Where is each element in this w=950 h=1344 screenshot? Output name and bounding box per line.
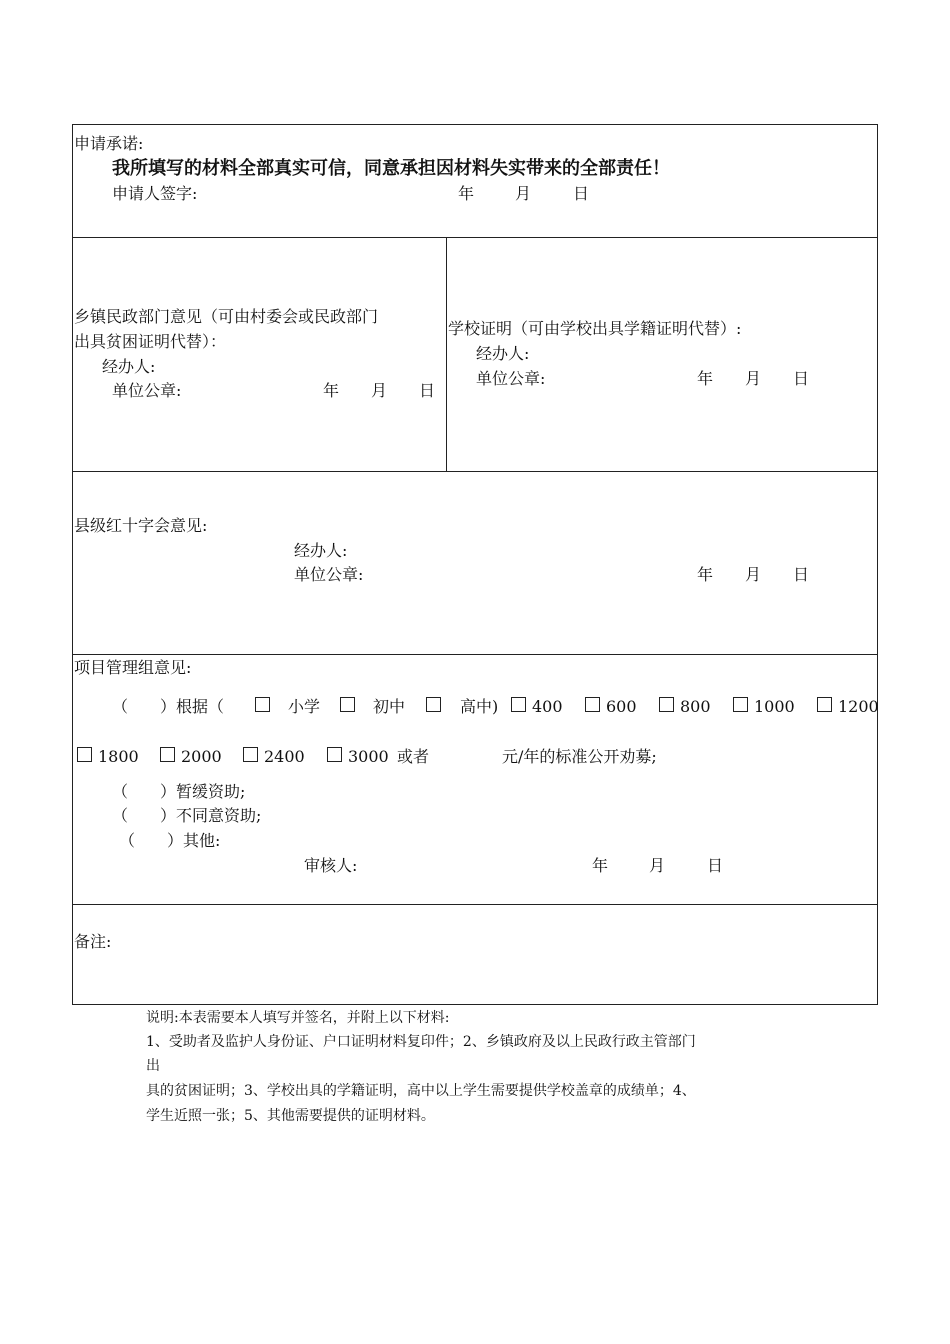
amount-1800: 1800 — [98, 747, 139, 766]
reviewer-label: 审核人: — [304, 856, 358, 875]
promise-statement: 我所填写的材料全部真实可信，同意承担因材料失实带来的全部责任！ — [112, 158, 670, 179]
checkbox-primary[interactable] — [255, 697, 270, 712]
school-handler: 经办人: — [476, 344, 530, 363]
level-senior: 高中) — [460, 697, 499, 716]
or-text: 或者 — [397, 747, 430, 766]
project-month: 月 — [649, 856, 666, 875]
school-year: 年 — [697, 369, 714, 388]
basis-paren: （ ）根据（ — [112, 697, 225, 716]
school-day: 日 — [793, 369, 810, 388]
county-month: 月 — [745, 565, 762, 584]
column-divider — [446, 237, 447, 471]
promise-day: 日 — [573, 184, 590, 203]
promise-label: 申请承诺: — [74, 134, 144, 153]
county-seal: 单位公章: — [294, 565, 364, 584]
note-line-3: 出 — [146, 1058, 160, 1074]
level-primary: 小学 — [288, 697, 321, 716]
township-title-line2: 出具贫困证明代替）： — [74, 332, 227, 351]
row-divider-4 — [73, 904, 877, 905]
checkbox-1000[interactable] — [733, 697, 748, 712]
school-seal: 单位公章: — [476, 369, 546, 388]
amount-1000: 1000 — [754, 697, 795, 716]
checkbox-junior[interactable] — [340, 697, 355, 712]
row-divider-1 — [73, 237, 877, 238]
promise-year: 年 — [458, 184, 475, 203]
checkbox-1200[interactable] — [817, 697, 832, 712]
county-day: 日 — [793, 565, 810, 584]
township-seal: 单位公章: — [112, 381, 182, 400]
checkbox-2000[interactable] — [160, 747, 175, 762]
note-line-1: 说明:本表需要本人填写并签名，并附上以下材料: — [146, 1010, 450, 1026]
project-year: 年 — [592, 856, 609, 875]
checkbox-600[interactable] — [585, 697, 600, 712]
checkbox-400[interactable] — [511, 697, 526, 712]
remarks-label: 备注: — [74, 932, 112, 951]
amount-600: 600 — [606, 697, 637, 716]
amount-2400: 2400 — [264, 747, 305, 766]
checkbox-2400[interactable] — [243, 747, 258, 762]
row-divider-2 — [73, 471, 877, 472]
signature-label: 申请人签字: — [112, 184, 198, 203]
checkbox-senior[interactable] — [426, 697, 441, 712]
amount-2000: 2000 — [181, 747, 222, 766]
checkbox-1800[interactable] — [77, 747, 92, 762]
disagree-option: （ ）不同意资助; — [112, 806, 262, 825]
county-year: 年 — [697, 565, 714, 584]
amount-1200: 1200 — [838, 697, 879, 716]
township-day: 日 — [419, 381, 436, 400]
checkbox-3000[interactable] — [327, 747, 342, 762]
standard-text: 元/年的标准公开劝募; — [502, 747, 657, 766]
amount-3000: 3000 — [348, 747, 389, 766]
note-line-4: 具的贫困证明；3、学校出具的学籍证明，高中以上学生需要提供学校盖章的成绩单；4、 — [146, 1083, 696, 1099]
checkbox-800[interactable] — [659, 697, 674, 712]
note-line-2: 1、受助者及监护人身份证、户口证明材料复印件；2、乡镇政府及以上民政行政主管部门 — [146, 1034, 696, 1050]
amount-800: 800 — [680, 697, 711, 716]
amount-400: 400 — [532, 697, 563, 716]
township-year: 年 — [323, 381, 340, 400]
township-handler: 经办人: — [102, 357, 156, 376]
township-month: 月 — [371, 381, 388, 400]
county-title: 县级红十字会意见: — [74, 516, 208, 535]
other-option: （ ）其他: — [119, 831, 221, 850]
defer-option: （ ）暂缓资助; — [112, 782, 246, 801]
school-title: 学校证明（可由学校出具学籍证明代替）: — [448, 319, 742, 338]
level-junior: 初中 — [373, 697, 406, 716]
project-day: 日 — [707, 856, 724, 875]
promise-month: 月 — [515, 184, 532, 203]
county-handler: 经办人: — [294, 541, 348, 560]
note-line-5: 学生近照一张；5、其他需要提供的证明材料。 — [146, 1108, 435, 1124]
row-divider-3 — [73, 654, 877, 655]
school-month: 月 — [745, 369, 762, 388]
township-title-line1: 乡镇民政部门意见（可由村委会或民政部门 — [74, 307, 379, 326]
project-title: 项目管理组意见: — [74, 658, 192, 677]
